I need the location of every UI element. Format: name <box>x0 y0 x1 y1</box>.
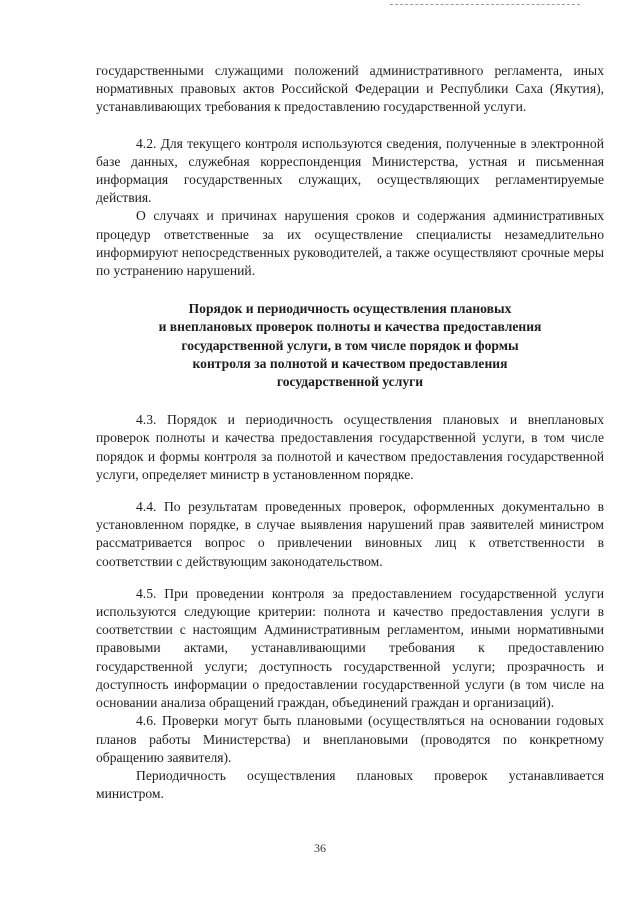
paragraph-violations: О случаях и причинах нарушения сроков и содержания административных процедур ответственные за их осуществление специалисты незамедлительно информируют непосредственных руководителей, а также осуществляют срочные меры по устранению нарушений. <box>96 208 604 279</box>
heading-line: Порядок и периодичность осуществления плановых <box>188 301 512 317</box>
document-page <box>96 62 604 803</box>
scan-top-mark <box>390 0 580 5</box>
paragraph-periodicity: Периодичность осуществления плановых проверок устанавливается министром. <box>96 767 604 802</box>
heading-line: государственной услуги <box>276 374 424 390</box>
paragraph-continuation: государственными служащими положений административного регламента, иных нормативных правовых актов Российской Федерации и Республики Саха (Якутия), устанавливающих требования к предоставлению государственной услуги. <box>96 63 604 115</box>
heading-line: контроля за полнотой и качеством предоставления <box>192 355 508 371</box>
paragraph-4-4: 4.4. По результатам проведенных проверок, оформленных документально в установленном порядке, в случае выявления нарушений прав заявителей министром рассматривается вопрос о привлечении виновных лиц к ответственности в соответствии с действующим законодательством. <box>96 499 604 569</box>
paragraph-4-6: 4.6. Проверки могут быть плановыми (осуществляться на основании годовых планов работы Министерства) и внеплановыми (проводятся по конкретному обращению заявителя). <box>96 713 604 765</box>
section-heading <box>96 300 604 391</box>
page-number: 36 <box>314 841 326 855</box>
paragraph-4-5: 4.5. При проведении контроля за предоставлением государственной услуги используются следующие критерии: полнота и качество предоставления услуги в соответствии с настоящим Административным регламентом, иными нормативными правовыми актами, устанавливающими требования к предоставлению государственной услуги; доступность государственной услуги; прозрачность и доступность информации о предоставлении государственной услуги (в том числе на основании анализа обращений граждан, объединений граждан и организаций). <box>96 585 604 711</box>
heading-line: и внеплановых проверок полноты и качества предоставления <box>158 319 542 335</box>
paragraph-4-2: 4.2. Для текущего контроля используются сведения, полученные в электронной базе данных, служебная корреспонденция Министерства, устная и письменная информация государственных служащих, осуществляющих регламентируемые действия. <box>96 135 604 206</box>
heading-line: государственной услуги, в том числе порядок и формы <box>181 337 519 353</box>
paragraph-4-3: 4.3. Порядок и периодичность осуществления плановых и внеплановых проверок полноты и качества предоставления государственной услуги, в том числе порядок и формы контроля за полнотой и качеством предоставления государственной услуги, определяет министр в установленном порядке. <box>96 412 604 482</box>
